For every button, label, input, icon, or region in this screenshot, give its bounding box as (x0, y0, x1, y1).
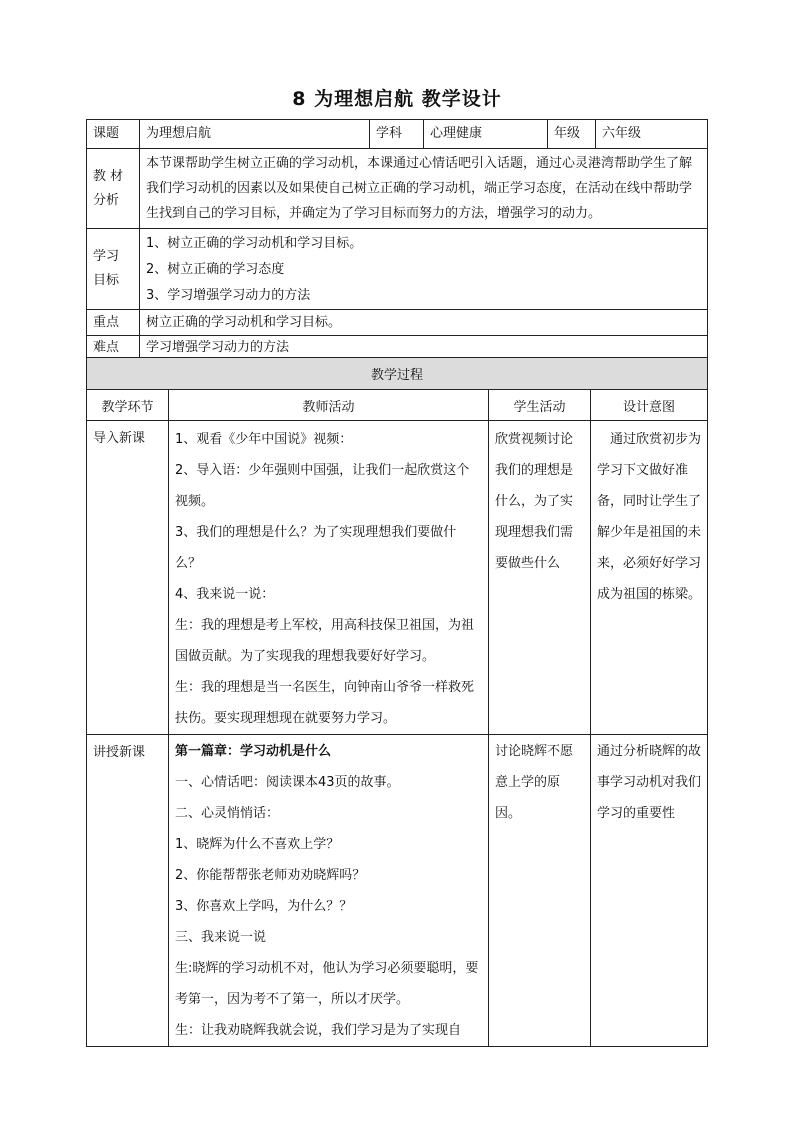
topic-label: 课题 (87, 120, 140, 149)
stage-cell: 导入新课 (87, 421, 169, 735)
header-student: 学生活动 (489, 390, 591, 421)
section-title: 教学过程 (87, 358, 708, 390)
student-cell: 欣赏视频讨论我们的理想是什么，为了实现理想我们需要做些什么 (489, 421, 591, 735)
goal-item: 1、树立正确的学习动机和学习目标。 (146, 236, 363, 251)
teacher-line: 3、你喜欢上学吗，为什么？？ (175, 899, 353, 914)
subject-label: 学科 (370, 120, 424, 149)
teacher-line: 生：我的理想是当一名医生，向钟南山爷爷一样救死扶伤。要实现理想现在就要努力学习。 (175, 680, 475, 726)
teacher-line: 一、心情话吧：阅读课本43页的故事。 (175, 775, 400, 790)
teacher-line: 4、我来说一说： (175, 587, 275, 602)
subject-value: 心理健康 (424, 120, 548, 149)
teacher-line: 3、我们的理想是什么？为了实现理想我们要做什么？ (175, 525, 457, 571)
document-title: 8 为理想启航 教学设计 (292, 88, 502, 110)
goal-item: 3、学习增强学习动力的方法 (146, 288, 311, 303)
teacher-line: 三、我来说一说 (175, 930, 267, 945)
process-row-new (87, 735, 708, 1047)
grade-label: 年级 (548, 120, 596, 149)
teacher-cell (169, 421, 489, 735)
difficulty-label: 难点 (87, 336, 140, 361)
process-table (86, 357, 708, 1047)
process-header-row (87, 390, 708, 421)
teacher-line: 生：我的理想是考上军校，用高科技保卫祖国，为祖国做贡献。为了实现我的理想我要好好学习。 (175, 618, 475, 664)
goal-item: 2、树立正确的学习态度 (146, 262, 285, 277)
teacher-line: 1、晓辉为什么不喜欢上学？ (175, 837, 340, 852)
info-table (86, 119, 708, 361)
topic-value: 为理想启航 (140, 120, 370, 149)
goals-row (87, 229, 708, 310)
teacher-line: 2、导入语：少年强则中国强，让我们一起欣赏这个视频。 (175, 463, 470, 509)
intent-cell: 通过欣赏初步为学习下文做好准备，同时让学生了解少年是祖国的未来，必须好好学习成为祖国的栋梁。 (591, 421, 708, 735)
process-section-row (87, 358, 708, 390)
analysis-row (87, 149, 708, 229)
key-text: 树立正确的学习动机和学习目标。 (140, 310, 708, 336)
teacher-line: 1、观看《少年中国说》视频： (175, 432, 353, 447)
goals-label: 学习 目标 (87, 229, 140, 310)
difficulty-text: 学习增强学习动力的方法 (140, 336, 708, 361)
teacher-line: 2、你能帮帮张老师劝劝晓辉吗？ (175, 868, 366, 883)
header-teacher: 教师活动 (169, 390, 489, 421)
teacher-cell (169, 735, 489, 1047)
grade-value: 六年级 (596, 120, 708, 149)
header-stage: 教学环节 (87, 390, 169, 421)
key-label: 重点 (87, 310, 140, 336)
stage-cell: 讲授新课 (87, 735, 169, 1047)
goals-list (140, 229, 708, 310)
intent-cell: 通过分析晓辉的故事学习动机对我们学习的重要性 (591, 735, 708, 1047)
process-row-intro (87, 421, 708, 735)
student-cell: 讨论晓辉不愿意上学的原因。 (489, 735, 591, 1047)
key-row (87, 310, 708, 336)
info-row (87, 120, 708, 149)
analysis-text: 本节课帮助学生树立正确的学习动机，本课通过心情话吧引入话题，通过心灵港湾帮助学生了解我们学习动机的因素以及如果使自己树立正确的学习动机，端正学习态度，在活动在线中帮助学生找到自己的学习目标，并确定为了学习目标而努力的方法，增强学习的动力。 (140, 149, 708, 229)
teacher-line: 生：让我劝晓辉我就会说，我们学习是为了实现自 (175, 1023, 462, 1038)
teacher-line: 生:晓辉的学习动机不对，他认为学习必须要聪明，要考第一，因为考不了第一，所以才厌学。 (175, 961, 479, 1007)
analysis-label: 教 材 分析 (87, 149, 140, 229)
teacher-line: 二、心灵悄悄话： (175, 806, 280, 821)
header-intent: 设计意图 (591, 390, 708, 421)
teacher-line: 第一篇章：学习动机是什么 (175, 744, 332, 759)
